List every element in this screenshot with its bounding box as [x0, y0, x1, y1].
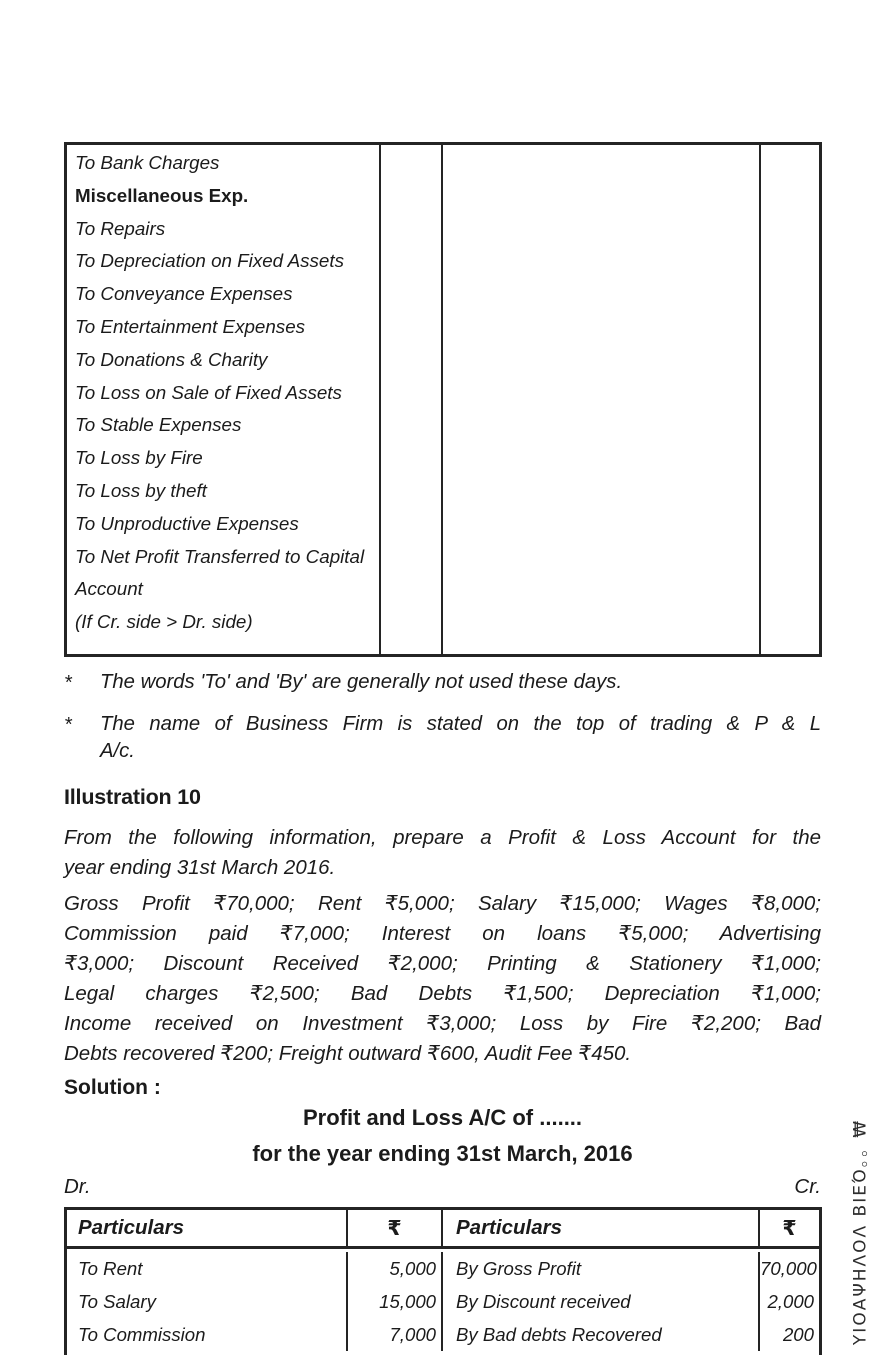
credit-amount-column [759, 145, 819, 654]
account-period-title: for the year ending 31st March, 2016 [252, 1141, 633, 1166]
account-line-item: To Donations & Charity [75, 348, 268, 370]
account-line-item: (If Cr. side > Dr. side) [75, 611, 253, 633]
footnote-line: The words 'To' and 'By' are generally not used these days. [100, 671, 623, 693]
footnote-text [100, 669, 821, 696]
debit-amount-column [379, 145, 441, 654]
debit-particulars-cell: To Rent [78, 1258, 143, 1279]
account-line-item: To Net Profit Transferred to Capital [75, 545, 365, 567]
paragraph-line: Legal charges ₹2,500; Bad Debts ₹1,500; Depreciation ₹1,000; [64, 982, 821, 1005]
table-row [67, 1318, 819, 1351]
credit-amount-cell: 200 [758, 1318, 819, 1351]
paragraph-line: ₹3,000; Discount Received ₹2,000; Printing & Stationery ₹1,000; [64, 952, 821, 975]
account-line-item: To Stable Expenses [75, 414, 242, 436]
illustration-intro-paragraph [64, 823, 821, 883]
account-title: Profit and Loss A/C of ....... [302, 1105, 583, 1130]
account-line-item: To Repairs [75, 217, 166, 239]
debit-particulars-column [67, 145, 379, 654]
footnote-line: A/c. [100, 740, 135, 762]
solution-table-header [67, 1210, 819, 1249]
account-line-item: Miscellaneous Exp. [75, 184, 249, 206]
paragraph-line: From the following information, prepare a Profit & Loss Account for the [64, 826, 821, 849]
solution-table-body [67, 1249, 819, 1351]
credit-particulars-column [441, 145, 759, 654]
debit-particulars-cell: To Commission [78, 1324, 206, 1345]
account-line-item: To Unproductive Expenses [75, 512, 299, 534]
asterisk-marker: * [64, 672, 72, 694]
account-line-item: Account [75, 578, 143, 600]
page-edge-print-through: ΥΙΟΑΨΗΛΟΛ ΒΙΕΌ。。₩ [850, 1118, 871, 1346]
debit-amount-cell: 15,000 [346, 1285, 441, 1318]
profit-loss-structure-table [64, 142, 822, 657]
illustration-data-paragraph [64, 889, 821, 1069]
footnote-business-firm [64, 711, 821, 765]
account-line-item: To Bank Charges [75, 152, 220, 173]
paragraph-line: Debts recovered ₹200; Freight outward ₹600, Audit Fee ₹450. [64, 1042, 632, 1065]
illustration-heading: Illustration 10 [64, 785, 201, 809]
credit-particulars-cell: By Discount received [441, 1285, 758, 1318]
paragraph-line: year ending 31st March 2016. [64, 856, 336, 879]
paragraph-line: Gross Profit ₹70,000; Rent ₹5,000; Salary ₹15,000; Wages ₹8,000; [64, 892, 821, 915]
account-line-item: To Depreciation on Fixed Assets [75, 250, 344, 272]
dr-label: Dr. [64, 1175, 91, 1198]
footnote-line: The name of Business Firm is stated on the top of trading & P & L [100, 713, 821, 735]
solution-table [64, 1207, 822, 1355]
table-row [67, 1285, 819, 1318]
solution-heading: Solution : [64, 1076, 161, 1099]
account-line-item: To Conveyance Expenses [75, 283, 293, 305]
paragraph-line: Income received on Investment ₹3,000; Loss by Fire ₹2,200; Bad [64, 1012, 821, 1035]
credit-amount-cell: 70,000 [758, 1252, 819, 1285]
header-rupee-left: ₹ [346, 1210, 441, 1246]
header-particulars-right: Particulars [441, 1210, 758, 1246]
footnote-to-by [64, 669, 821, 696]
cr-label: Cr. [794, 1175, 821, 1198]
footnote-text [100, 711, 821, 765]
debit-amount-cell: 7,000 [346, 1318, 441, 1351]
debit-particulars-cell: To Salary [78, 1291, 156, 1312]
asterisk-marker: * [64, 714, 72, 736]
account-line-item: To Loss on Sale of Fixed Assets [75, 381, 342, 403]
credit-particulars-cell: By Gross Profit [441, 1252, 758, 1285]
paragraph-line: Commission paid ₹7,000; Interest on loans ₹5,000; Advertising [64, 922, 821, 945]
table-row [67, 1252, 819, 1285]
header-rupee-right: ₹ [758, 1210, 819, 1246]
debit-amount-cell: 5,000 [346, 1252, 441, 1285]
account-line-item: To Entertainment Expenses [75, 315, 306, 337]
credit-amount-cell: 2,000 [758, 1285, 819, 1318]
account-line-item: To Loss by Fire [75, 447, 203, 469]
dr-cr-row [64, 1175, 821, 1199]
credit-particulars-cell: By Bad debts Recovered [441, 1318, 758, 1351]
header-particulars-left: Particulars [78, 1216, 184, 1239]
account-line-item: To Loss by theft [75, 479, 207, 501]
